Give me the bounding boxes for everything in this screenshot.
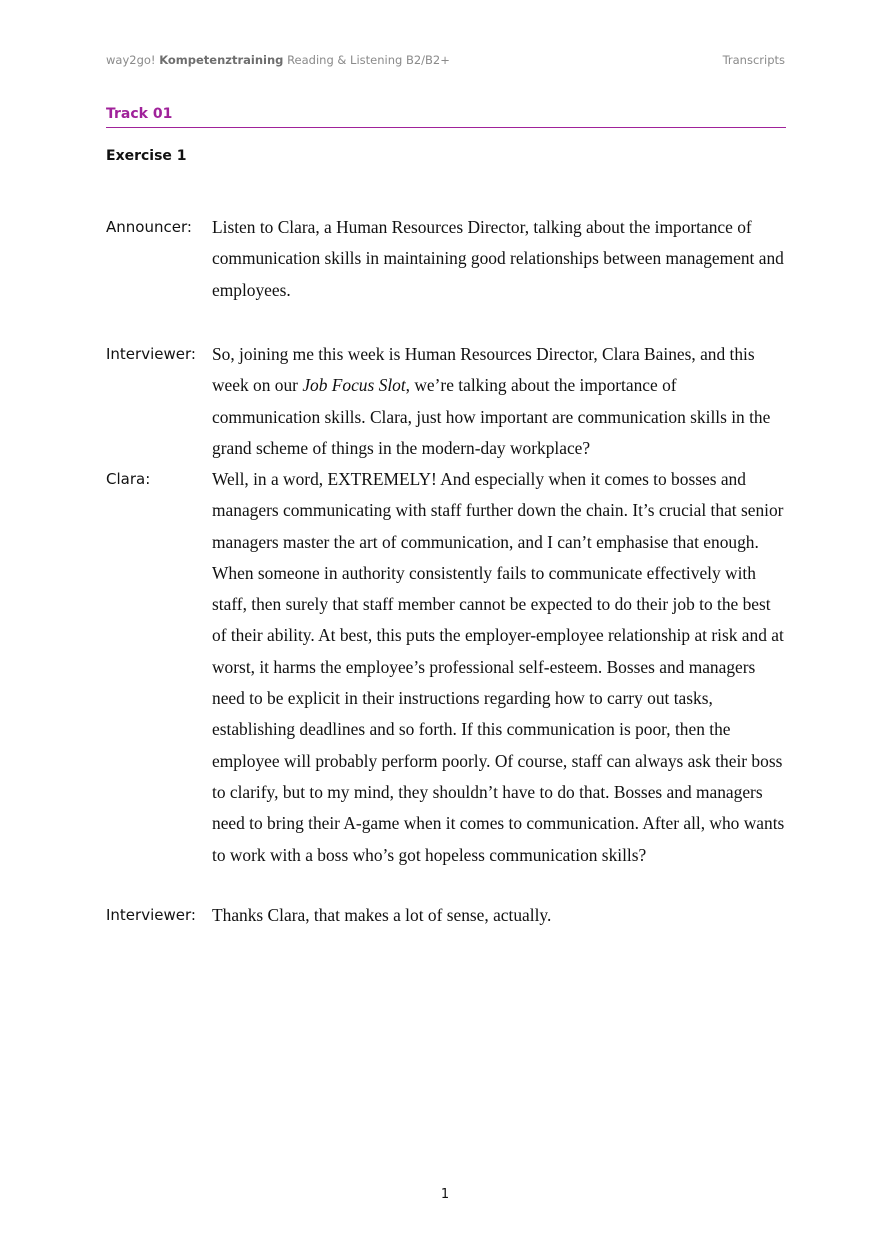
header-brand-prefix: way2go! [106, 53, 156, 67]
speech-text-part: , we’re talking about the importance of communication skills. Clara, just how important are communication skills in the grand scheme of things in the modern-day workplace? [212, 375, 771, 458]
header-brand-bold: Kompetenztraining [159, 53, 284, 67]
speech-text: Listen to Clara, a Human Resources Director, talking about the importance of communication skills in maintaining good relationships between management and employees. [212, 217, 784, 300]
speech-text [212, 339, 786, 464]
track-divider [106, 127, 786, 128]
speech-text: Well, in a word, EXTREMELY! And especially when it comes to bosses and managers communicating with staff further down the chain. It’s crucial that senior managers master the art of communication, and I can’t emphasise that enough. When someone in authority consistently fails to communicate effectively with staff, then surely that staff member cannot be expected to do their job to the best of their ability. At best, this puts the employer-employee relationship at risk and at worst, it harms the employee’s professional self-esteem. Bosses and managers need to be explicit in their instructions regarding how to carry out tasks, establishing deadlines and so forth. If this communication is poor, then the employee will probably perform poorly. Of course, staff can always ask their boss to clarify, but to my mind, they shouldn’t have to do that. Bosses and managers need to bring their A-game when it comes to communication. After all, who wants to work with a boss who’s got hopeless communication skills? [212, 469, 785, 865]
page-number: 1 [440, 1187, 450, 1202]
speaker-label: Interviewer: [106, 906, 196, 924]
speech-text-part: So, joining me this week is Human Resources Director, Clara Baines, and this week on our [212, 344, 755, 396]
header-brand-suffix: Reading & Listening B2/B2+ [287, 53, 450, 67]
speaker-label: Clara: [106, 470, 151, 488]
speech-text: Thanks Clara, that makes a lot of sense, actually. [212, 905, 552, 925]
header-section: Transcripts [722, 53, 785, 67]
show-name-italic: Job Focus Slot [302, 375, 406, 396]
speaker-label: Interviewer: [106, 345, 196, 363]
exercise-title: Exercise 1 [106, 148, 187, 164]
speaker-label: Announcer: [106, 218, 192, 236]
page-header [106, 53, 785, 67]
track-title: Track 01 [106, 106, 173, 122]
